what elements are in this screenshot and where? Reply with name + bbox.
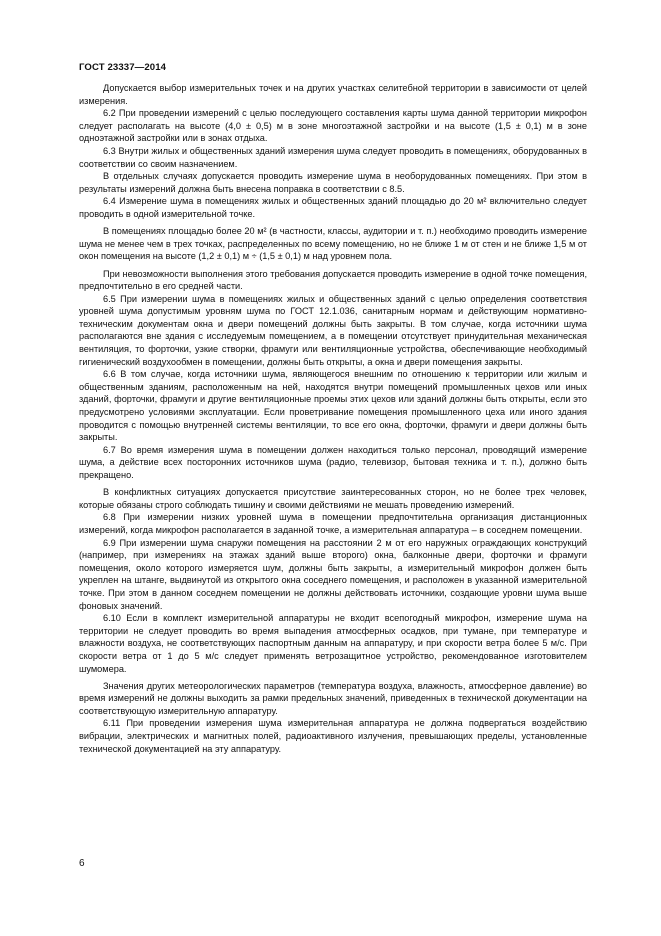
paragraph-6-4: 6.4 Измерение шума в помещениях жилых и общественных зданий площадью до 20 м² включительно следует проводить в одной измерительной точке.	[79, 196, 587, 219]
paragraph-6-10: 6.10 Если в комплект измерительной аппаратуры не входит всепогодный микрофон, измерение шума на территории не следует проводить во время выпадения атмосферных осадков, при тумане, при температуре и влажности воздуха, не соответствующих паспортным данным на аппаратуру, и при скорости ветра более 5 м/с. При скорости ветра от 1 до 5 м/с следует применять ветрозащитное устройство, рекомендованное изготовителем шумомера.	[79, 613, 587, 674]
paragraph-single-point: При невозможности выполнения этого требования допускается проводить измерение в одной точке помещения, предпочтительно в его средней части.	[79, 268, 587, 292]
paragraph-unequipped-rooms: В отдельных случаях допускается проводить измерение шума в необорудованных помещениях. При этом в результаты измерений должна быть внесена поправка в соответствии с 8.5.	[79, 171, 587, 194]
paragraph-6-3: 6.3 Внутри жилых и общественных зданий измерения шума следует проводить в помещениях, оборудованных в соответствии со своим назначением.	[79, 145, 587, 169]
paragraph-6-8: 6.8 При измерении низких уровней шума в помещении предпочтительна организация дистанционных измерений, когда микрофон располагается в заданной точке, а измерительная аппаратура – в соседнем помещении.	[79, 512, 587, 535]
document-body	[79, 82, 587, 755]
paragraph-6-6: 6.6 В том случае, когда источники шума, являющегося внешним по отношению к территории или жилым и общественным зданиям, расположенным на ней, находятся внутри помещений промышленных цехов или иных зданий, форточки, фрамуги и другие вентиляционные проемы этих цехов или зданий должны быть открыты, если это предусмотрено условиями эксплуатации. Если проветривание помещения промышленного цеха или иного здания проводится с помощью внутренней системы вентиляции, то все его окна, форточки, фрамуги и двери должны быть закрыты.	[79, 369, 587, 443]
standard-header: ГОСТ 23337—2014	[79, 62, 167, 73]
paragraph-meteo-parameters: Значения других метеорологических параметров (температура воздуха, влажность, атмосферное давление) во время измерений не должны выходить за рамки предельных значений, приведенных в технической документации на соответствующую измерительную аппаратуру.	[79, 680, 587, 716]
paragraph-6-7: 6.7 Во время измерения шума в помещении должен находиться только персонал, проводящий измерение шума, а действие всех посторонних источников шума (радио, телевизор, бытовая техника и т. п.), должно быть прекращено.	[79, 444, 587, 480]
paragraph-6-2: 6.2 При проведении измерений с целью последующего составления карты шума данной территории микрофон следует располагать на высоте (4,0 ± 0,5) м в зоне многоэтажной застройки и на высоте (1,5 ± 0,1) м в зоне одноэтажной застройки или в зонах отдыха.	[79, 108, 587, 144]
paragraph-large-rooms: В помещениях площадью более 20 м² (в частности, классы, аудитории и т. п.) необходимо проводить измерение шума не менее чем в трех точках, распределенных по всему помещению, но не ближе 1 м от стен и не ближе 1,5 м от окон помещения на высоте (1,2 ± 0,1) м ÷ (1,5 ± 0,1) м над уровнем пола.	[79, 226, 587, 262]
paragraph-conflict-situations: В конфликтных ситуациях допускается присутствие заинтересованных сторон, но не более трех человек, которые обязаны строго соблюдать тишину и своими действиями не мешать проведению измерений.	[79, 487, 587, 510]
paragraph-target-area: Допускается выбор измерительных точек и на других участках селитебной территории в зависимости от целей измерения.	[79, 83, 587, 106]
paragraph-6-5: 6.5 При измерении шума в помещениях жилых и общественных зданий с целью определения соответствия уровней шума допустимым уровням шума по ГОСТ 12.1.036, санитарным нормам и действующим нормативно-техническим документам окна и двери помещений должны быть закрыты. В том случае, когда источники шума располагаются вне здания с исследуемым помещением, а в помещении отсутствует принудительная механическая вентиляция, то форточки, узкие створки, фрамуги или вентиляционные устройства, обеспечивающие необходимый гигиенический воздухообмен в помещении, должны быть открыты, а окна и двери помещения закрыты.	[79, 293, 587, 367]
paragraph-6-11: 6.11 При проведении измерения шума измерительная аппаратура не должна подвергаться воздействию вибрации, электрических и магнитных полей, радиоактивного излучения, превышающих пределы, установленные технической документацией на эту аппаратуру.	[79, 718, 587, 754]
paragraph-6-9: 6.9 При измерении шума снаружи помещения на расстоянии 2 м от его наружных ограждающих конструкций (например, при измерениях на этажах зданий выше второго) окна, балконные двери, форточки и фрамуги помещения, около которого измеряется шум, должны быть закрыты, а измерительный микрофон должен быть укреплен на штанге, выдвинутой из открытого окна соседнего помещения, и расположен в указанной измерительной точке. При этом в данном соседнем помещении не должны действовать источники, создающие уровни шума выше фоновых значений.	[79, 537, 587, 611]
page-number: 6	[79, 858, 85, 869]
